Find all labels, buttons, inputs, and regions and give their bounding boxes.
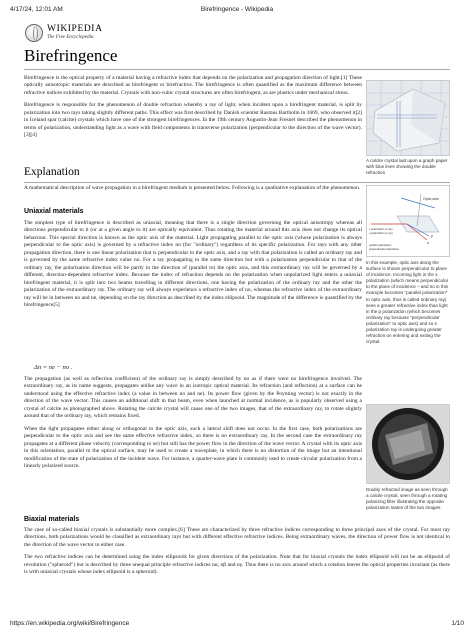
wikipedia-logo[interactable] [25,24,145,48]
optic-axis-label: Optic axis [423,197,439,201]
print-footer [10,620,464,627]
explanation-paragraph: A mathematical description of wave propagation in a birefringent medium is presented below. Following is a qualitative explanation of the phenomenon. [24,185,361,191]
intro-section [24,75,362,145]
s-polarization-label: s polarization (o ray) [369,228,393,231]
biaxial-heading: Biaxial materials [24,516,80,523]
print-header [10,6,464,16]
calcite-crystal-image[interactable] [366,80,450,156]
doubly-refracted-image[interactable] [366,404,450,484]
print-title: Birefringence - Wikipedia [200,6,274,13]
uniaxial-paragraph-1: The simplest type of birefringence is described as uniaxial, meaning that there is a single direction governing the optical anisotropy whereas all directions perpendicular to it (or at a given angle to it) are optically equivalent. Thus rotating the material around this axis does not change its optical behaviour. This special direction is known as the optic axis of the material. Light propagating parallel to the optic axis (whose polarization is always perpendicular to the optic axis) is governed by a refractive index no (for "ordinary") regardless of its specific polarization. For rays with any other propagation direction, there is one linear polarization that is perpendicular to the optic axis, and a ray with that polarization is called an ordinary ray and is governed by the same refractive index value no. For a ray propagating in the same direction but with a polarization perpendicular to that of the ordinary ray, the polarization direction will be partly in the direction of (parallel to) the optic axis, and this extraordinary ray will be governed by a different, direction-dependent refractive index. Because the index of refraction depends on the polarization when unpolarized light enters a uniaxial birefringent material, it is split into two beams travelling in different directions, one having the polarization of the ordinary ray and the other the polarization of the extraordinary ray. The ordinary ray will always experience a refractive index of no, whereas the refractive index of the extraordinary ray will be in between no and ne, depending on the ray direction as described by the index ellipsoid. The magnitude of the difference is quantified by the birefringence[5] [24,220,362,308]
p-polarization-label: p polarization (e ray) [369,232,393,235]
uniaxial-section-1 [24,220,362,314]
parallel-polarization-label: parallel polarization [369,244,392,247]
polarization-diagram-svg [367,186,449,256]
uniaxial-section-2 [24,376,362,475]
biaxial-section [24,527,450,582]
figure-caption-3: Doubly refracted image as seen through a calcite crystal, seen through a rotating polarizing filter illustrating the opposite polarization states of the two images. [366,487,448,511]
wikipedia-globe-icon [25,24,43,42]
biaxial-paragraph-2: The two refractive indices can be determined using the index ellipsoids for given directions of the polarization. Note that for biaxial crystals the index ellipsoid will not be an ellipsoid of revolution ("spheroid") but is described by three unequal principle refractive indices nα, nβ and nγ. Thus there is no axis around which a rotation leaves the optical properties invariant (as there is with uniaxial crystals whose index ellipsoid is a spheroid). [24,554,450,576]
page-title: Birefringence [24,46,118,65]
doubly-refracted-photo [367,405,449,483]
uniaxial-heading: Uniaxial materials [24,208,84,215]
intro-paragraph-2: Birefringence is responsible for the phenomenon of double refraction whereby a ray of light, when incident upon a birefringent material, is split by polarization into two rays taking slightly different paths. This effect was first described by Danish scientist Rasmus Bartholin in 1669, who observed it[2] in Iceland spar (calcite) crystals which have one of the strongest birefringences. In the 19th century Augustin-Jean Fresnel described the phenomenon in terms of polarization, understanding light as a wave with field components in transverse polarization (perpendicular to the direction of the wave vector).[3][4] [24,102,362,139]
calcite-crystal-photo [367,81,449,155]
uniaxial-paragraph-3: When the light propagates either along or orthogonal to the optic axis, such a lateral shift does not occur. In the first case, both polarizations are perpendicular to the optic axis and see the same effective refractive index, so there is no extraordinary ray. In the second case the extraordinary ray propagates at a different phase velocity (corresponding to ne) but still has the power flow in the direction of the wave vector. A crystal with its optic axis in this orientation, parallel to the optical surface, may be used to create a waveplate, in which there is no distortion of the image but an intentional modification of the state of polarization of the incident wave. For instance, a quarter-wave plate is commonly used to create circular polarization from a linearly polarized source. [24,425,362,469]
perpendicular-polarization-label: perpendicular polarization [369,248,399,251]
wikipedia-wordmark: WIKIPEDIA [47,24,103,34]
p-label: p [431,234,433,238]
print-datetime: 4/17/24, 12:01 AM [10,6,63,13]
wikipedia-tagline: The Free Encyclopedia [47,35,94,40]
page-number: 1/10 [451,620,464,627]
title-divider [24,69,450,70]
intro-paragraph-1: Birefringence is the optical property of a material having a refractive index that depends on the polarization and propagation direction of light.[1] These optically anisotropic materials are described as birefringent or birefractive. The birefringence is often quantified as the maximum difference between refractive indices exhibited by the material. Crystals with non-cubic crystal structures are often birefringent, as are plastics under mechanical stress. [24,75,362,96]
explanation-section [24,185,362,197]
polarization-diagram[interactable] [366,185,450,257]
s-label: s [427,241,429,245]
explanation-divider [24,182,450,183]
uniaxial-paragraph-2: The propagation (as well as reflection coefficient) of the ordinary ray is simply described by no as if there were no birefringence involved. The extraordinary ray, as its name suggests, propagates unlike any wave in an isotropic optical material. Its refraction (and reflection) at a surface can be understood using the effective refractive index (a value in between no and ne). Its power flow (given by the Poynting vector) is not exactly in the direction of the wave vector. This causes an additional shift in that beam, even when launched at normal incidence, as is popularly observed using a crystal of calcite as photographed above. Rotating the calcite crystal will cause one of the two images, that of the extraordinary ray, to rotate slightly around that of the ordinary ray, which remains fixed. [24,376,362,420]
birefringence-equation: Δn = ne − no . [34,364,73,371]
biaxial-paragraph-1: The case of so-called biaxial crystals is substantially more complex.[6] These are characterized by three refractive indices corresponding to three principal axes of the crystal. For most ray directions, both polarizations would be classified as extraordinary rays but with different effective refractive indices. Being extraordinary waves, the direction of power flow is not identical to the direction of the wave vector in either case. [24,527,450,548]
explanation-heading: Explanation [24,166,80,178]
figure-caption-1: A calcite crystal laid upon a graph paper with blue lines showing the double refraction [366,158,448,176]
page-url: https://en.wikipedia.org/wiki/Birefringence [10,620,130,627]
figure-caption-2: In this example, optic axis along the surface is shown perpendicular to plane of incidence. Incoming light in the s polarization (which means perpendicular to the plane of incidence – and so in this example becomes "parallel polarization" to optic axis, thus is called ordinary ray) sees a greater refractive index than light in the p polarization (which becomes ordinary ray because "perpendicular polarization" to optic axis) and so s polarization ray is undergoing greater refraction on entering and exiting the crystal. [366,260,449,345]
